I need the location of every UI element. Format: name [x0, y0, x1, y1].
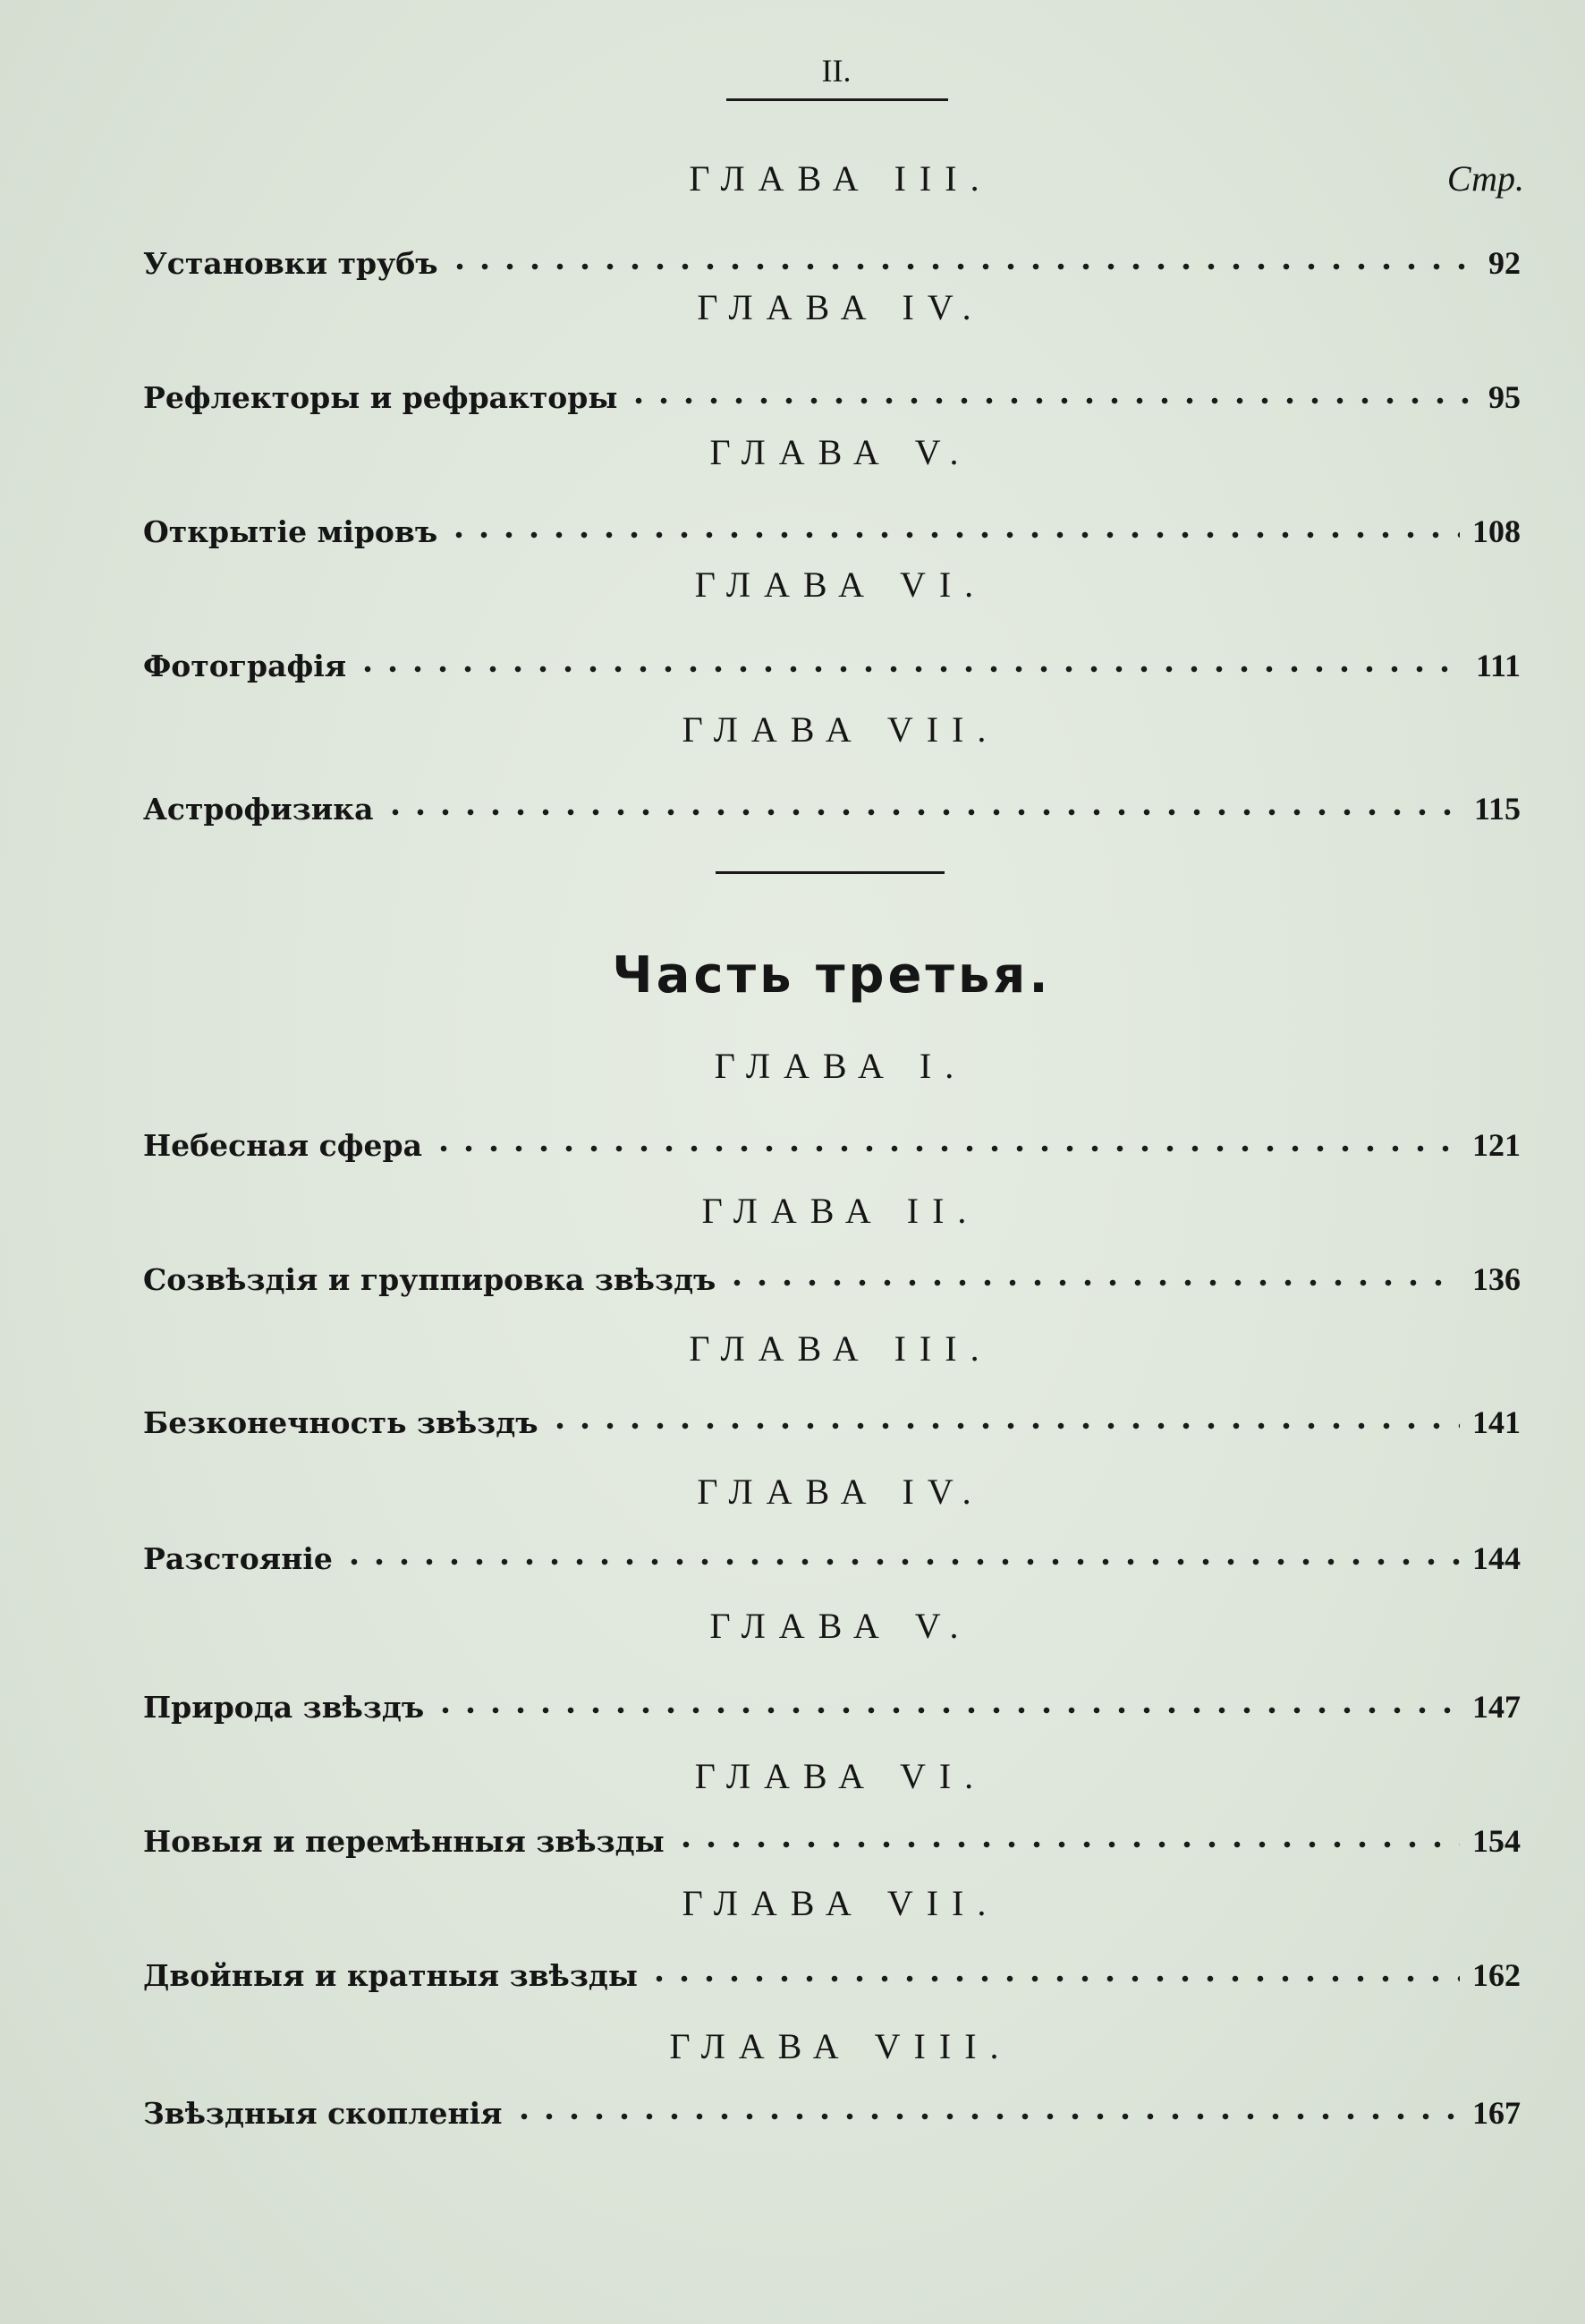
dot-leader [431, 1116, 1460, 1156]
toc-entry[interactable] [143, 1812, 1521, 1862]
dot-leader [433, 1678, 1460, 1718]
part-title: Часть третья. [612, 946, 1052, 1005]
entry-title: Созвѣздія и группировка звѣздъ [143, 1262, 716, 1297]
dot-leader [725, 1251, 1460, 1290]
chapter-heading: ГЛАВА VII. [682, 1883, 1000, 1923]
entry-title: Открытіе міровъ [143, 514, 438, 549]
entry-title: Новыя и перемѣнныя звѣзды [143, 1824, 665, 1859]
entry-page: 121 [1472, 1127, 1521, 1163]
toc-entry[interactable] [143, 1678, 1521, 1727]
toc-entry[interactable] [143, 1251, 1521, 1300]
dot-leader [446, 503, 1460, 542]
dot-leader [674, 1812, 1460, 1852]
entry-title: Разстояніе [143, 1541, 333, 1576]
chapter-heading: ГЛАВА VI. [694, 1756, 987, 1796]
toc-entry[interactable] [143, 780, 1521, 829]
entry-page: 141 [1472, 1404, 1521, 1440]
toc-entry[interactable] [143, 1530, 1521, 1579]
dot-leader [447, 234, 1476, 274]
entry-page: 167 [1472, 2095, 1521, 2131]
entry-title: Рефлекторы и рефракторы [143, 380, 618, 415]
entry-page: 144 [1472, 1540, 1521, 1576]
dot-leader [383, 780, 1462, 819]
entry-title: Фотографія [143, 649, 347, 683]
entry-title: Безконечность звѣздъ [143, 1405, 538, 1440]
chapter-heading: ГЛАВА I. [714, 1046, 968, 1086]
toc-entry[interactable] [143, 1116, 1521, 1166]
page-number: II. [821, 53, 852, 89]
chapter-heading: ГЛАВА IV. [697, 1472, 985, 1512]
chapter-heading: ГЛАВА VI. [694, 564, 987, 605]
dot-leader [355, 637, 1463, 676]
dot-leader [626, 369, 1476, 408]
chapter-heading: ГЛАВА V. [709, 432, 972, 472]
chapter-heading: ГЛАВА III. [689, 158, 993, 199]
entry-title: Звѣздныя скопленія [143, 2096, 503, 2131]
toc-entry[interactable] [143, 234, 1521, 284]
chapter-heading: ГЛАВА V. [709, 1606, 972, 1646]
entry-page: 136 [1472, 1261, 1521, 1297]
toc-entry[interactable] [143, 2084, 1521, 2133]
chapter-heading: ГЛАВА III. [689, 1328, 993, 1369]
entry-page: 92 [1488, 245, 1521, 281]
toc-entry[interactable] [143, 637, 1521, 686]
toc-entry[interactable] [143, 1947, 1521, 1996]
entry-page: 95 [1488, 379, 1521, 415]
entry-page: 162 [1472, 1957, 1521, 1993]
entry-title: Установки трубъ [143, 246, 438, 281]
toc-entry[interactable] [143, 1394, 1521, 1443]
entry-page: 147 [1472, 1689, 1521, 1725]
entry-title: Астрофизика [143, 792, 374, 827]
toc-entry[interactable] [143, 503, 1521, 552]
chapter-heading: ГЛАВА VII. [682, 709, 1000, 750]
dot-leader [342, 1530, 1460, 1569]
chapter-heading: ГЛАВА II. [701, 1191, 980, 1231]
entry-page: 108 [1472, 513, 1521, 549]
header-rule [726, 98, 948, 101]
toc-entry[interactable] [143, 369, 1521, 418]
entry-page: 115 [1473, 791, 1521, 827]
entry-title: Природа звѣздъ [143, 1690, 425, 1725]
page-column-label: Стр. [1446, 158, 1524, 199]
entry-title: Двойныя и кратныя звѣзды [143, 1958, 638, 1993]
dot-leader [512, 2084, 1460, 2124]
dot-leader [547, 1394, 1460, 1433]
chapter-heading: ГЛАВА VIII. [669, 2026, 1013, 2066]
section-divider [716, 871, 945, 874]
entry-title: Небесная сфера [143, 1128, 422, 1163]
entry-page: 111 [1475, 648, 1521, 683]
chapter-heading: ГЛАВА IV. [697, 287, 985, 327]
entry-page: 154 [1472, 1823, 1521, 1859]
dot-leader [647, 1947, 1460, 1986]
